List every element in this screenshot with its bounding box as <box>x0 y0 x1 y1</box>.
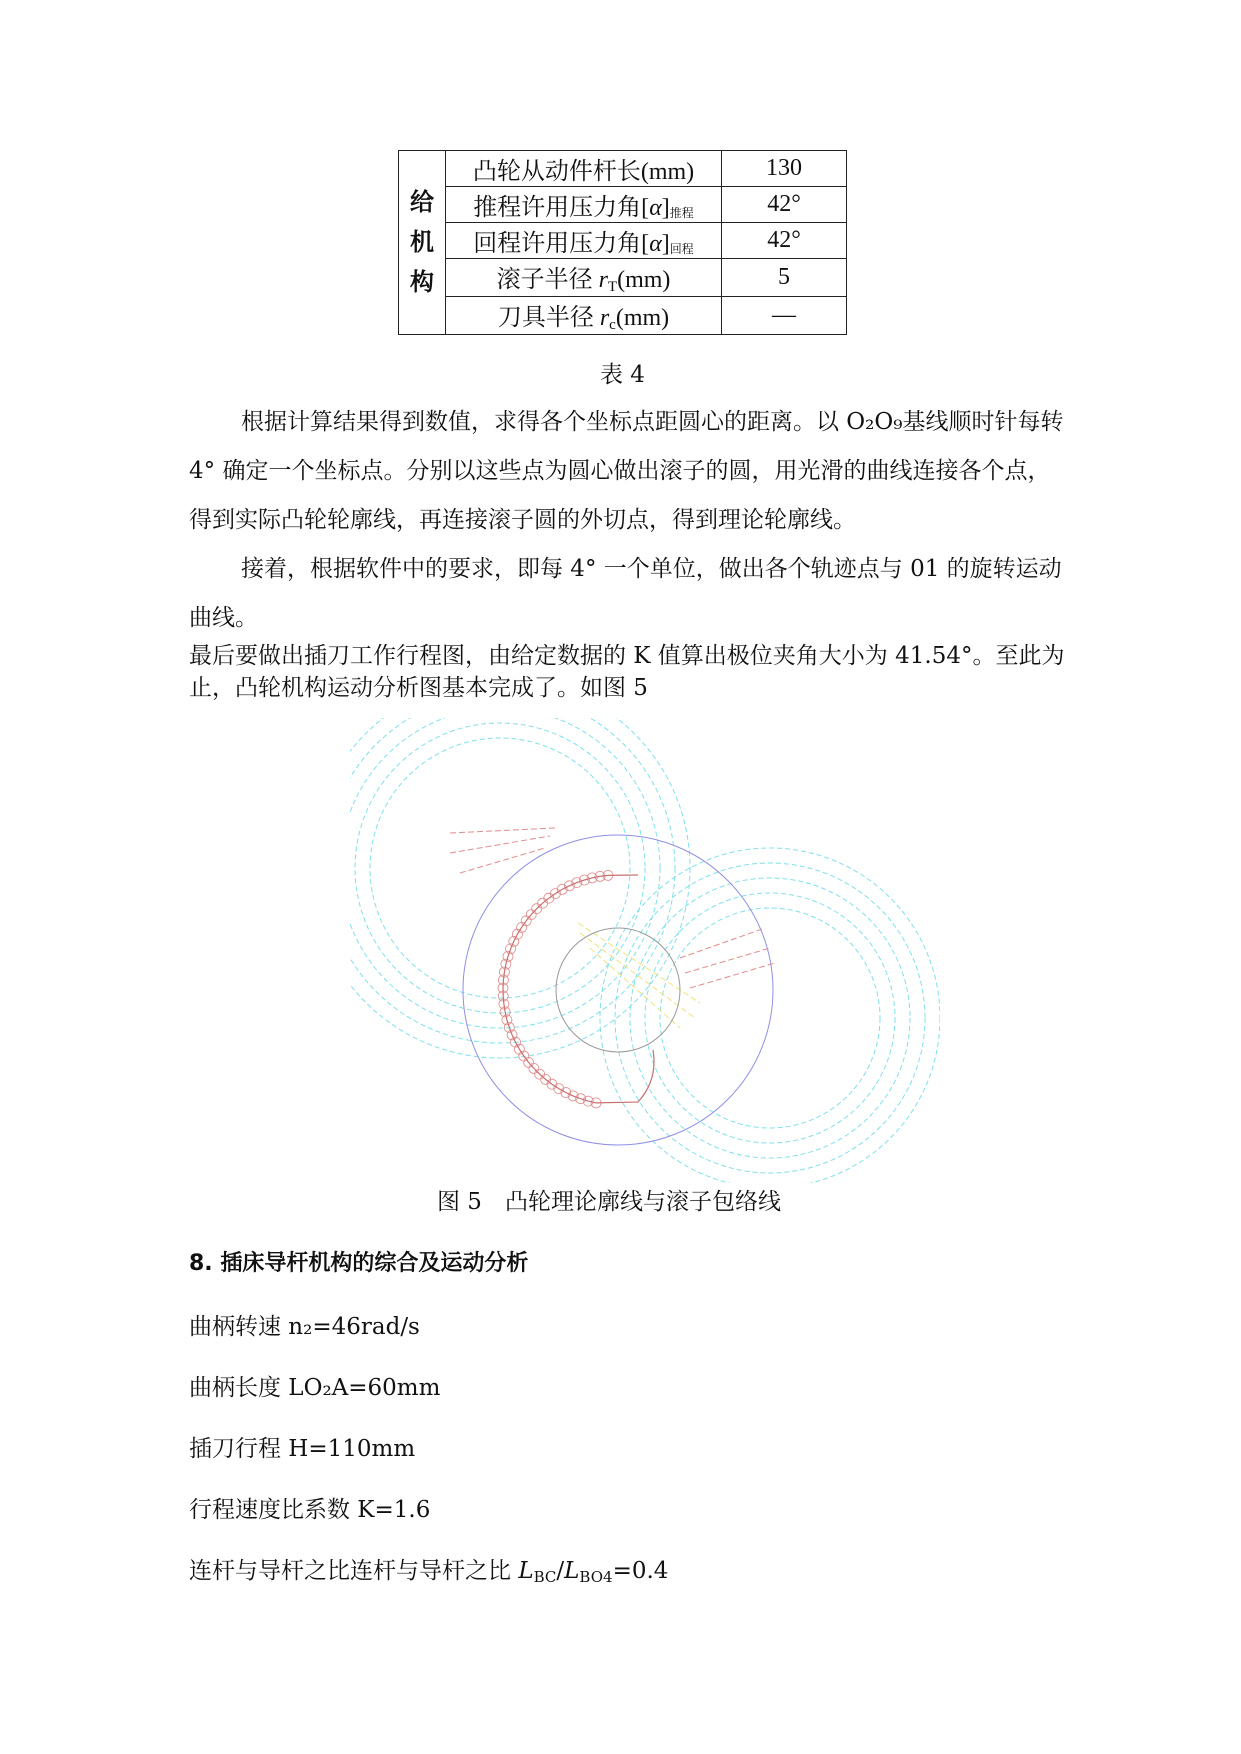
table-side-label: 给 机 构 <box>399 151 446 335</box>
param-line: 插刀行程 H=110mm <box>189 1436 416 1462</box>
paragraph: 最后要做出插刀工作行程图，由给定数据的 K 值算出极位夹角大小为 41.54°。至此为止，凸轮机构运动分析图基本完成了。如图 5 <box>189 643 1065 701</box>
table-row <box>399 223 847 259</box>
table-row <box>399 187 847 223</box>
table-cell-name: 滚子半径 rT(mm) <box>446 259 722 297</box>
roller-envelope <box>498 870 613 1108</box>
table-cell-name: 凸轮从动件杆长(mm) <box>446 151 722 187</box>
table-row <box>399 151 847 187</box>
trajectory-ray <box>690 963 775 988</box>
trajectory-ray <box>450 828 555 833</box>
section-heading: 8. 插床导杆机构的综合及运动分析 <box>189 1251 529 1276</box>
table-cell-value: 42° <box>722 187 847 223</box>
param-line: 行程速度比系数 K=1.6 <box>189 1497 431 1523</box>
table-cell-value: 5 <box>722 259 847 297</box>
cam-profile-figure <box>350 718 940 1183</box>
table-cell-value: 42° <box>722 223 847 259</box>
table-cell-name: 刀具半径 rc(mm) <box>446 297 722 335</box>
table-cell-value: 130 <box>722 151 847 187</box>
parameter-table <box>398 150 847 335</box>
figure-caption: 图 5 凸轮理论廓线与滚子包络线 <box>437 1189 781 1215</box>
table-cell-value: — <box>722 297 847 335</box>
cyan-arc <box>350 718 660 1028</box>
paragraph: 接着，根据软件中的要求，即每 4° 一个单位，做出各个轨迹点与 01 的旋转运动曲线。 <box>189 556 1062 631</box>
paragraph: 根据计算结果得到数值，求得各个坐标点距圆心的距离。以 O₂O₉基线顺时针每转 4° 确定一个坐标点。分别以这些点为圆心做出滚子的圆，用光滑的曲线连接各个点，得到实际凸轮轮廓线，再连接滚子圆的外切点，得到理论轮廓线。 <box>189 409 1064 533</box>
cyan-arc <box>370 738 630 998</box>
cyan-arc <box>350 718 675 1043</box>
table-cell-name: 推程许用压力角[α]推程 <box>446 187 722 223</box>
ratio-line: 连杆与导杆之比连杆与导杆之比 LBC/LBO4=0.4 <box>189 1558 669 1586</box>
param-line: 曲柄转速 n₂=46rad/s <box>189 1314 420 1340</box>
cam-theoretical-profile <box>503 875 654 1103</box>
cyan-arc <box>350 718 690 1058</box>
cyan-arc <box>600 848 940 1183</box>
table-row <box>399 297 847 335</box>
param-line: 曲柄长度 LO₂A=60mm <box>189 1375 441 1401</box>
table-row <box>399 259 847 297</box>
trajectory-ray <box>450 836 550 853</box>
cyan-motion-arcs <box>350 718 940 1183</box>
table-caption: 表 4 <box>600 362 645 388</box>
table-cell-name: 回程许用压力角[α]回程 <box>446 223 722 259</box>
trajectory-ray <box>680 928 765 958</box>
